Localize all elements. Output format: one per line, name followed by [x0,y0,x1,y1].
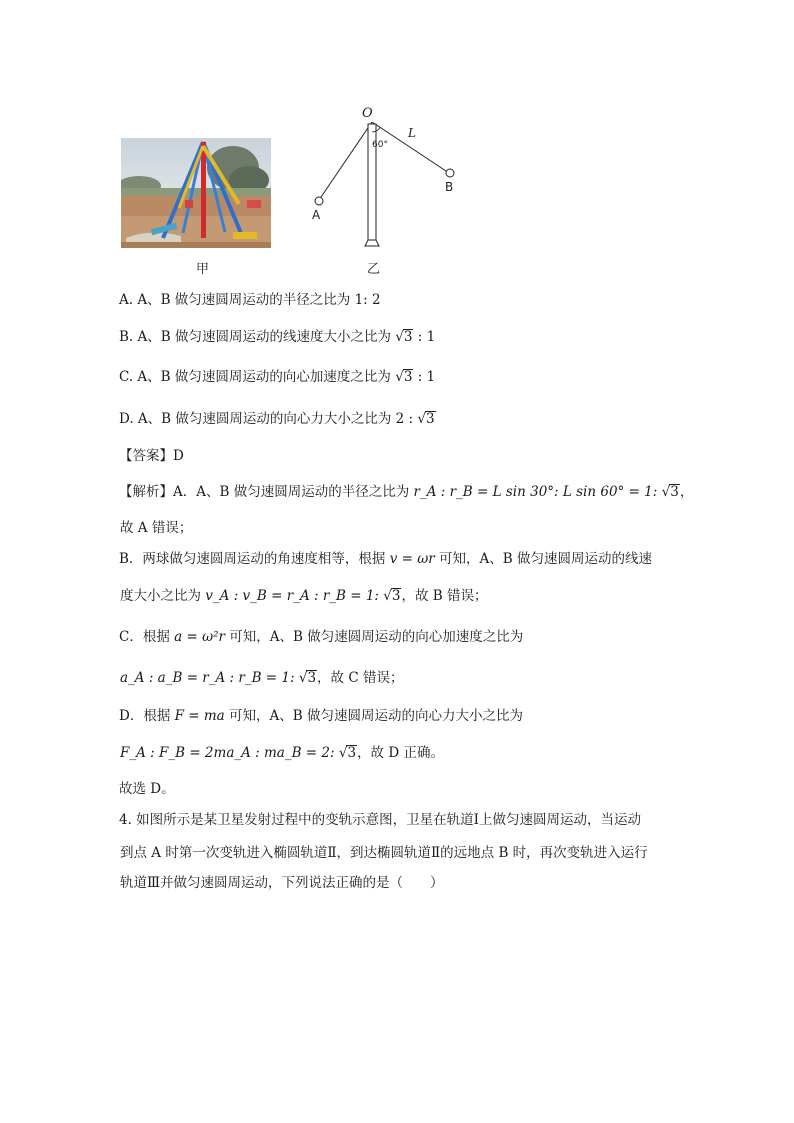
analysis-c-line2: a_A : a_B = r_A : r_B = 1: √3，故 C 错误； [120,670,404,686]
option-a: A. A、B 做匀速圆周运动的半径之比为 1: 2 [119,292,381,308]
analysis-b-sqrt: 3 [391,588,401,604]
analysis-tag: 【解析】 [119,484,173,500]
string-OA [319,122,372,200]
analysis-d-formula2: F_A : F_B = 2ma_A : ma_B = 2: [120,745,335,761]
option-c-sqrt: 3 [403,369,413,385]
analysis-d-formula1: F = ma [174,708,225,724]
analysis-d-sqrt: 3 [347,745,357,761]
analysis-final: 故选 D。 [119,781,175,797]
option-b-sqrt: 3 [403,329,413,345]
pendulum-diagram [300,100,480,275]
question4-line1: 4. 如图所示是某卫星发射过程中的变轨示意图，卫星在轨道Ⅰ上做匀速圆周运动，当运动 [119,812,642,828]
analysis-b-conclusion: ，故 B 错误； [401,588,488,604]
analysis-a-conclusion: 故 A 错误； [120,520,193,536]
swing-ride-photo [121,138,271,248]
analysis-b-text1-tail: 可知，A、B 做匀速圆周运动的线速 [439,551,652,567]
analysis-c-text1-tail: 可知，A、B 做匀速圆周运动的向心加速度之比为 [229,629,524,645]
answer-line [119,446,184,466]
label-angle: 60° [372,140,388,150]
analysis-d-conclusion: ，故 D 正确。 [357,745,444,761]
analysis-b-text1: B．两球做匀速圆周运动的角速度相等，根据 [119,551,386,567]
analysis-a-formula: r_A : r_B = L sin 30°: L sin 60° = 1: [413,484,658,500]
analysis-b-formula2: v_A : v_B = r_A : r_B = 1: [205,588,379,604]
analysis-c-text1: C．根据 [119,629,170,645]
analysis-d-text1-tail: 可知，A、B 做匀速圆周运动的向心力大小之比为 [229,708,524,724]
analysis-b-text2: 度大小之比为 [120,588,201,604]
label-O: O [362,106,373,121]
analysis-d-line2: F_A : F_B = 2ma_A : ma_B = 2: √3，故 D 正确。 [120,745,444,761]
option-b-text: B. A、B 做匀速圆周运动的线速度大小之比为 [119,329,391,345]
option-b-tail: : 1 [417,329,436,345]
option-c-tail: : 1 [417,369,436,385]
analysis-a: 【解析】A．A、B 做匀速圆周运动的半径之比为 r_A : r_B = L sin 30°: L sin 60° = 1: √3， [119,484,694,500]
question4-line2: 到点 A 时第一次变轨进入椭圆轨道Ⅱ，到达椭圆轨道Ⅱ的远地点 B 时，再次变轨进入运行 [120,845,648,861]
caption-jia: 甲 [196,262,210,277]
option-b: B. A、B 做匀速圆周运动的线速度大小之比为 √3 : 1 [119,329,436,345]
option-c: C. A、B 做匀速圆周运动的向心加速度之比为 √3 : 1 [119,369,436,385]
ball-A [315,197,323,205]
caption-yi: 乙 [367,262,381,277]
label-B: B [445,180,454,194]
analysis-c-formula1: a = ω²r [174,629,225,645]
option-d: D. A、B 做匀速圆周运动的向心力大小之比为 2 : √3 [119,411,435,427]
analysis-d-text1: D．根据 [119,708,171,724]
option-d-sqrt: 3 [426,411,435,427]
analysis-a-text: A．A、B 做匀速圆周运动的半径之比为 [173,484,410,500]
analysis-a-sqrt: 3 [670,484,679,500]
analysis-c-sqrt: 3 [307,670,317,686]
analysis-c-line1 [119,627,523,647]
answer-tag: 【答案】 [119,448,173,464]
ball-B [446,169,454,177]
label-A: A [312,208,321,222]
analysis-b-formula1: v = ωr [389,551,435,567]
label-L: L [408,126,416,140]
swing-ride-illustration [121,138,271,248]
analysis-c-conclusion: ，故 C 错误； [317,670,404,686]
analysis-d-line1 [119,706,523,726]
option-d-text: D. A、B 做匀速圆周运动的向心力大小之比为 2 : [119,411,414,427]
pole-base [365,240,379,246]
question4-line3: 轨道Ⅲ并做匀速圆周运动，下列说法正确的是（ ） [120,875,444,891]
analysis-a-end: ， [679,484,694,500]
figure-row [0,0,794,285]
analysis-b-line1 [119,549,652,569]
analysis-c-formula2: a_A : a_B = r_A : r_B = 1: [120,670,295,686]
option-c-text: C. A、B 做匀速圆周运动的向心加速度之比为 [119,369,391,385]
analysis-b-line2: 度大小之比为 v_A : v_B = r_A : r_B = 1: √3，故 B 错误； [120,588,488,604]
answer-value: D [173,448,184,464]
